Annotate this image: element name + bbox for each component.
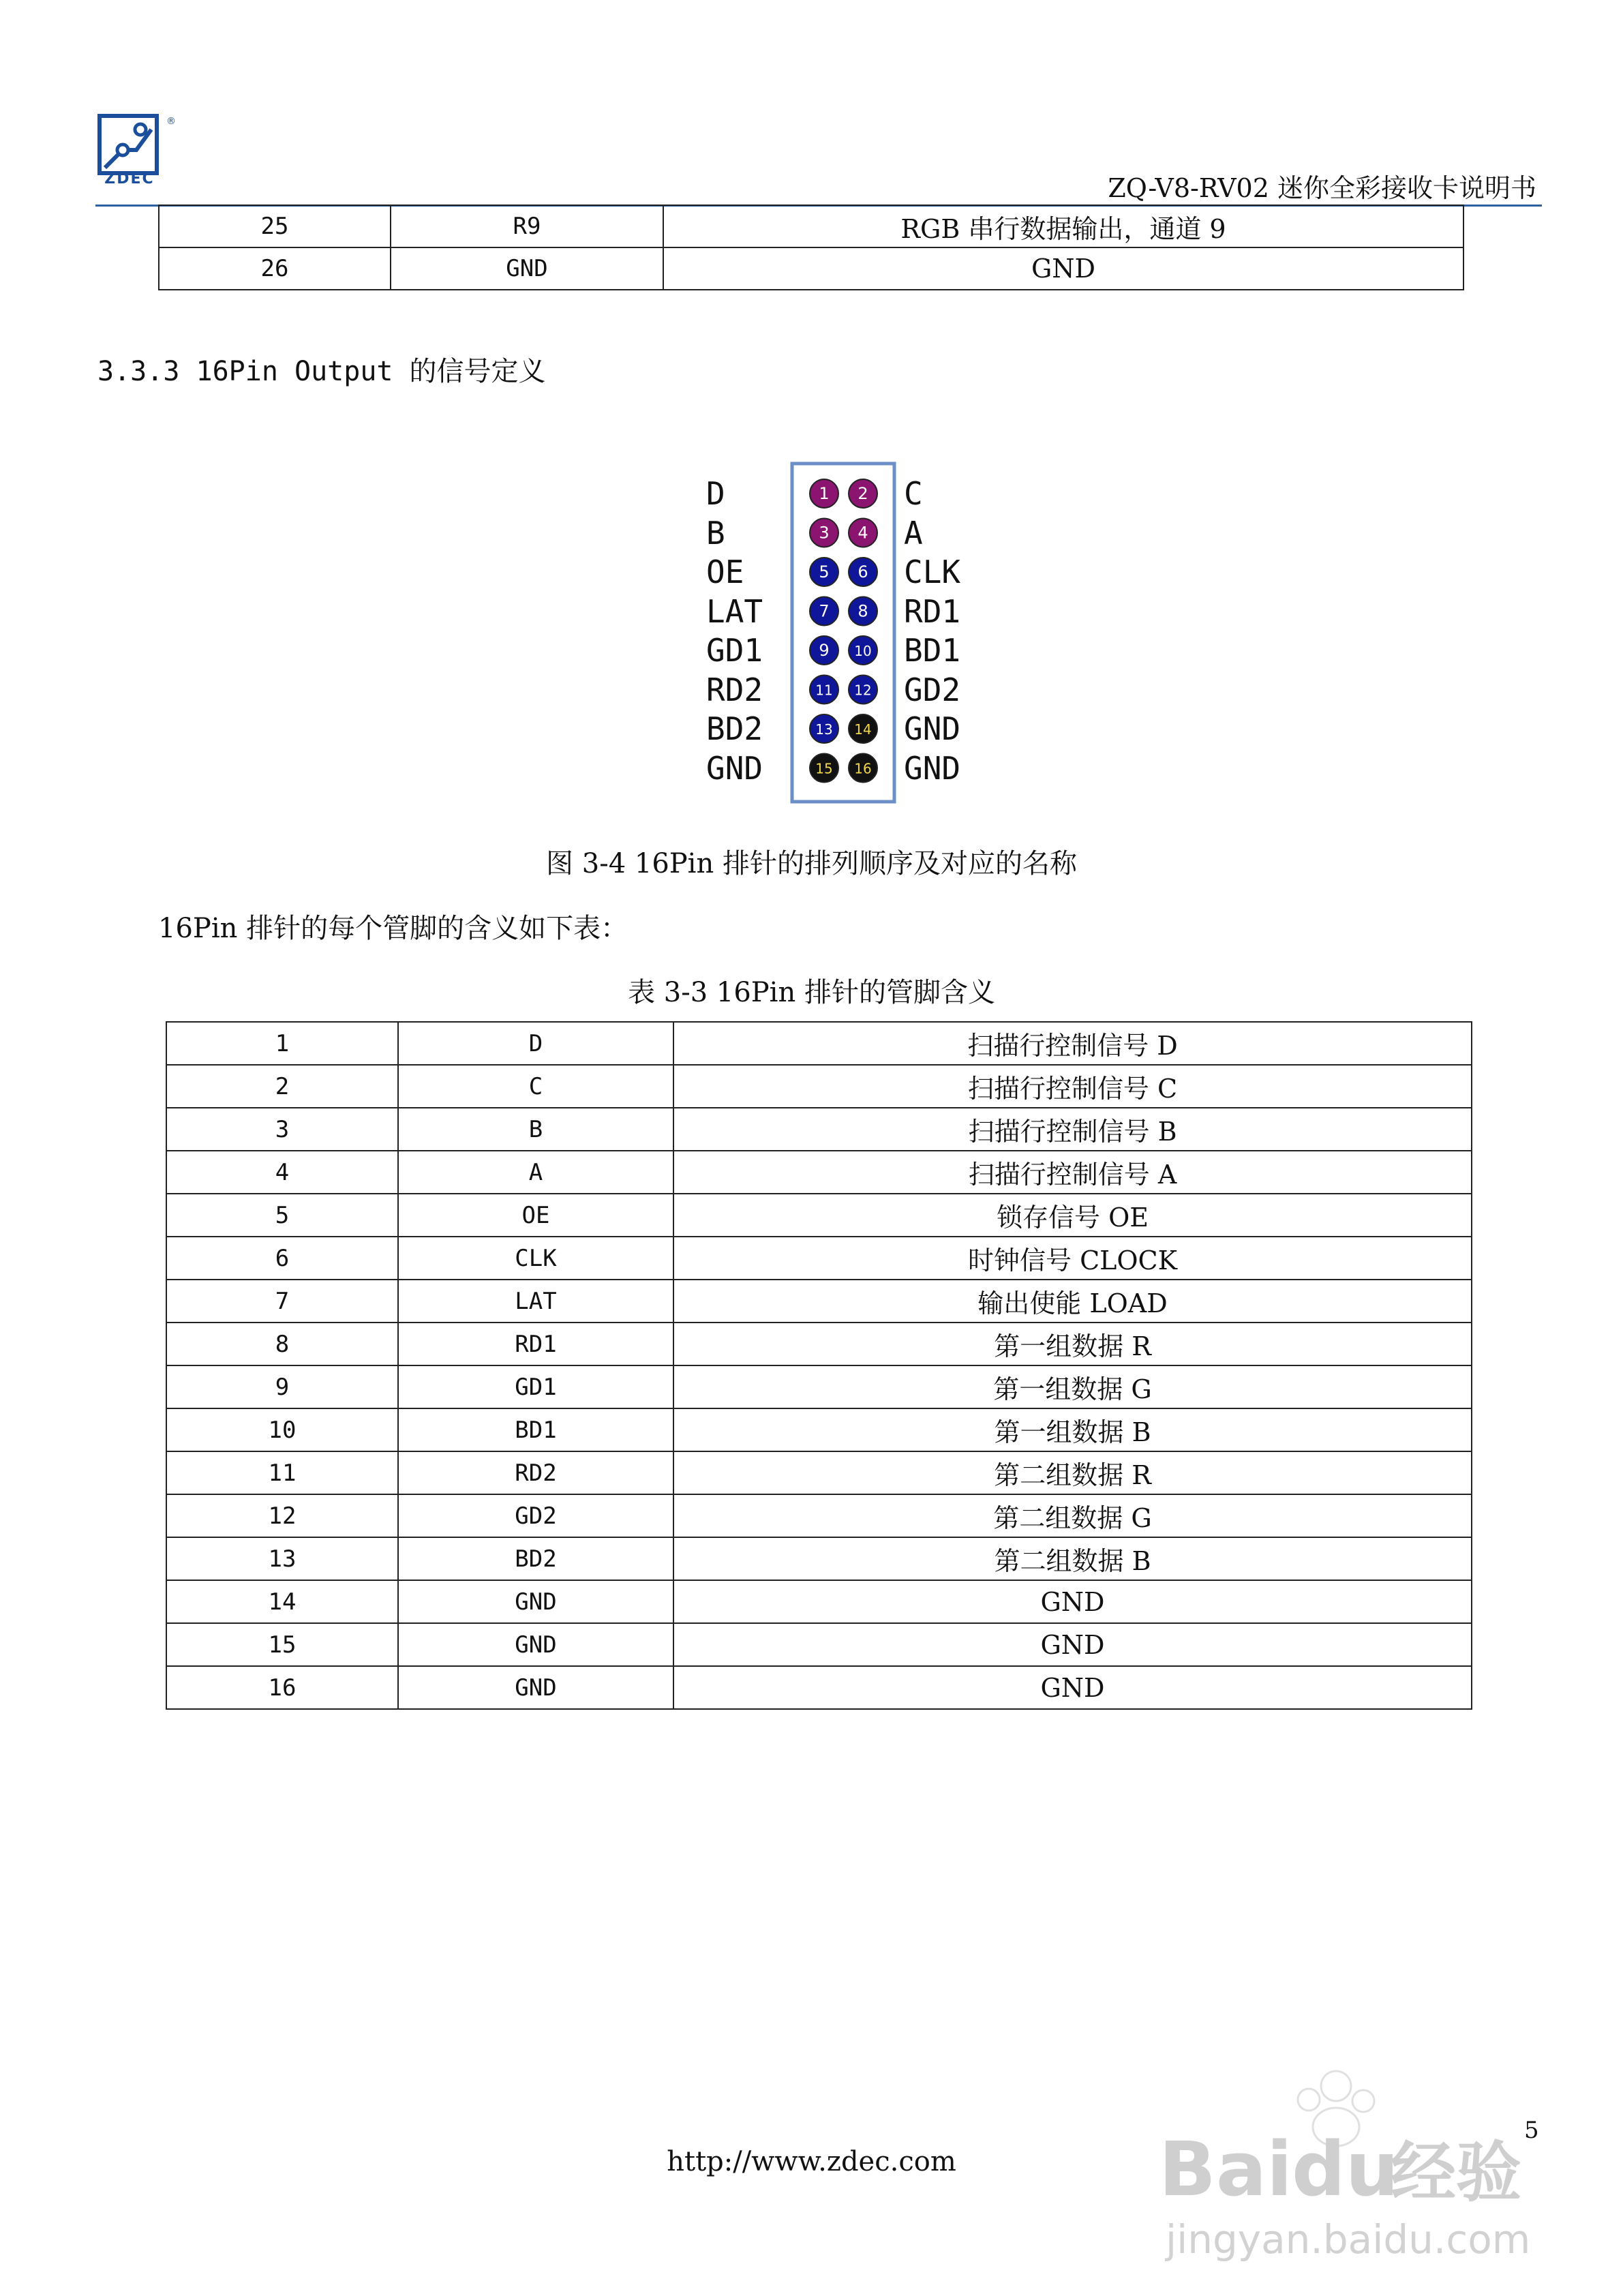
pin-label: GD2 xyxy=(904,671,961,708)
signal-name-cell: CLK xyxy=(398,1237,673,1280)
pin-label: GND xyxy=(904,710,961,747)
table-row xyxy=(166,1280,1472,1323)
signal-name-cell: BD2 xyxy=(398,1537,673,1580)
pin-label: A xyxy=(904,514,923,552)
signal-name-cell: GND xyxy=(391,247,663,290)
figure-caption: 图 3-4 16Pin 排针的排列顺序及对应的名称 xyxy=(546,848,1077,879)
signal-name-cell: GD2 xyxy=(398,1494,673,1537)
pin-16 xyxy=(849,754,877,783)
signal-name-cell: GND xyxy=(398,1580,673,1623)
signal-description-cell: 时钟信号 CLOCK xyxy=(673,1237,1472,1280)
pin-number: 9 xyxy=(819,641,830,660)
connector-frame xyxy=(792,464,894,802)
pin-label: GD1 xyxy=(706,632,763,669)
signal-description-cell: 第一组数据 B xyxy=(673,1408,1472,1451)
document-title: ZQ-V8-RV02 迷你全彩接收卡说明书 xyxy=(1108,173,1536,203)
signal-name-cell: RD1 xyxy=(398,1323,673,1365)
signal-name-cell: C xyxy=(398,1065,673,1108)
pin-number-cell: 5 xyxy=(166,1194,398,1237)
pin-label: BD2 xyxy=(706,710,763,747)
intro-text: 16Pin 排针的每个管脚的含义如下表： xyxy=(158,913,628,944)
table-row xyxy=(166,1623,1472,1666)
pin-6 xyxy=(849,558,877,586)
table-row xyxy=(166,1580,1472,1623)
signal-description-cell: GND xyxy=(673,1580,1472,1623)
watermark-jingyan: 经验 xyxy=(1391,2134,1521,2211)
pin-12 xyxy=(849,676,877,704)
signal-name-cell: GND xyxy=(398,1666,673,1709)
signal-description-cell: 输出使能 LOAD xyxy=(673,1280,1472,1323)
page-number: 5 xyxy=(1524,2117,1539,2144)
watermark-url: jingyan.baidu.com xyxy=(1166,2216,1531,2263)
pin-number: 4 xyxy=(858,523,868,543)
signal-name-cell: LAT xyxy=(398,1280,673,1323)
table-row xyxy=(166,1108,1472,1151)
pin-13 xyxy=(810,714,838,743)
signal-description-cell: GND xyxy=(663,247,1463,290)
pin-label: C xyxy=(904,475,923,512)
signal-description-cell: 扫描行控制信号 D xyxy=(673,1022,1472,1065)
table-row xyxy=(159,247,1463,290)
pin-11 xyxy=(810,676,838,704)
pin-label: B xyxy=(706,514,725,552)
watermark-du: du xyxy=(1292,2126,1399,2213)
footer-url: http://www.zdec.com xyxy=(667,2146,956,2177)
pin-number-cell: 3 xyxy=(166,1108,398,1151)
pin-3 xyxy=(810,519,838,547)
pin-number: 8 xyxy=(858,601,868,621)
table-row xyxy=(166,1022,1472,1065)
connector-16pin-diagram xyxy=(706,461,898,804)
pin-8 xyxy=(849,597,877,626)
pin-number-cell: 15 xyxy=(166,1623,398,1666)
pin-label: D xyxy=(706,475,725,512)
pin-9 xyxy=(810,636,838,665)
pin-number: 16 xyxy=(854,760,872,777)
pin-label: GND xyxy=(904,749,961,787)
pin-number: 15 xyxy=(815,760,833,777)
signal-description-cell: 第二组数据 B xyxy=(673,1537,1472,1580)
pin-number-cell: 4 xyxy=(166,1151,398,1194)
pin-number-cell: 8 xyxy=(166,1323,398,1365)
pin-number: 2 xyxy=(858,484,868,503)
signal-name-cell: OE xyxy=(398,1194,673,1237)
signal-description-cell: GND xyxy=(673,1623,1472,1666)
watermark-bai: Bai xyxy=(1159,2126,1292,2213)
pin-number: 6 xyxy=(858,562,868,581)
table-row xyxy=(166,1323,1472,1365)
signal-name-cell: B xyxy=(398,1108,673,1151)
table-row xyxy=(166,1151,1472,1194)
table-row xyxy=(166,1237,1472,1280)
table-caption: 表 3-3 16Pin 排针的管脚含义 xyxy=(628,977,995,1008)
pin-7 xyxy=(810,597,838,626)
pin-definition-table xyxy=(166,1021,1472,1710)
pin-15 xyxy=(810,754,838,783)
baidu-jingyan-watermark xyxy=(1152,2059,1534,2263)
signal-name-cell: D xyxy=(398,1022,673,1065)
signal-description-cell: 第一组数据 R xyxy=(673,1323,1472,1365)
pin-10 xyxy=(849,636,877,665)
pin-2 xyxy=(849,479,877,508)
pin-4 xyxy=(849,519,877,547)
table-row xyxy=(166,1451,1472,1494)
table-row xyxy=(166,1666,1472,1709)
pin-number-cell: 2 xyxy=(166,1065,398,1108)
signal-description-cell: 第二组数据 R xyxy=(673,1451,1472,1494)
pin-number-cell: 9 xyxy=(166,1365,398,1408)
pin-number-cell: 12 xyxy=(166,1494,398,1537)
pin-number: 13 xyxy=(815,721,833,738)
pin-number-cell: 14 xyxy=(166,1580,398,1623)
table-row xyxy=(166,1537,1472,1580)
signal-description-cell: 扫描行控制信号 B xyxy=(673,1108,1472,1151)
pin-number: 14 xyxy=(854,721,872,738)
signal-name-cell: GD1 xyxy=(398,1365,673,1408)
pin-number-cell: 26 xyxy=(159,247,391,290)
pin-label: RD2 xyxy=(706,671,763,708)
pin-number-cell: 7 xyxy=(166,1280,398,1323)
pin-label: GND xyxy=(706,749,763,787)
pin-1 xyxy=(810,479,838,508)
pin-number: 3 xyxy=(819,523,830,543)
pin-label: OE xyxy=(706,554,744,590)
signal-description-cell: 扫描行控制信号 C xyxy=(673,1065,1472,1108)
pin-5 xyxy=(810,558,838,586)
pin-number-cell: 11 xyxy=(166,1451,398,1494)
table-row xyxy=(166,1408,1472,1451)
pin-label: CLK xyxy=(904,554,961,590)
pin-number: 10 xyxy=(854,643,872,659)
pin-number-cell: 16 xyxy=(166,1666,398,1709)
signal-name-cell: BD1 xyxy=(398,1408,673,1451)
table-row xyxy=(159,205,1463,247)
table-row xyxy=(166,1065,1472,1108)
signal-name-cell: GND xyxy=(398,1623,673,1666)
signal-name-cell: RD2 xyxy=(398,1451,673,1494)
pin-14 xyxy=(849,714,877,743)
pin-label: RD1 xyxy=(904,592,961,630)
signal-name-cell: A xyxy=(398,1151,673,1194)
table-row xyxy=(166,1194,1472,1237)
pin-number: 7 xyxy=(819,601,830,621)
signal-description-cell: 第二组数据 G xyxy=(673,1494,1472,1537)
signal-description-cell: 锁存信号 OE xyxy=(673,1194,1472,1237)
svg-text:®: ® xyxy=(166,116,176,127)
pin-number-cell: 1 xyxy=(166,1022,398,1065)
signal-name-cell: R9 xyxy=(391,205,663,247)
pin-number: 11 xyxy=(815,682,833,699)
pin-number: 1 xyxy=(819,484,830,503)
pin-number-cell: 13 xyxy=(166,1537,398,1580)
signal-description-cell: 扫描行控制信号 A xyxy=(673,1151,1472,1194)
table-row xyxy=(166,1365,1472,1408)
table-row xyxy=(166,1494,1472,1537)
pin-number: 12 xyxy=(854,682,872,699)
logo-text: ZDEC xyxy=(104,170,155,187)
signal-description-cell: 第一组数据 G xyxy=(673,1365,1472,1408)
signal-description-cell: RGB 串行数据输出，通道 9 xyxy=(663,205,1463,247)
pin-number-cell: 10 xyxy=(166,1408,398,1451)
pin-number: 5 xyxy=(819,562,830,581)
continued-pin-table xyxy=(158,205,1464,290)
signal-description-cell: GND xyxy=(673,1666,1472,1709)
pin-number-cell: 25 xyxy=(159,205,391,247)
section-heading: 3.3.3 16Pin Output 的信号定义 xyxy=(97,356,546,387)
pin-label: LAT xyxy=(706,592,763,630)
pin-number-cell: 6 xyxy=(166,1237,398,1280)
pin-label: BD1 xyxy=(904,632,961,669)
